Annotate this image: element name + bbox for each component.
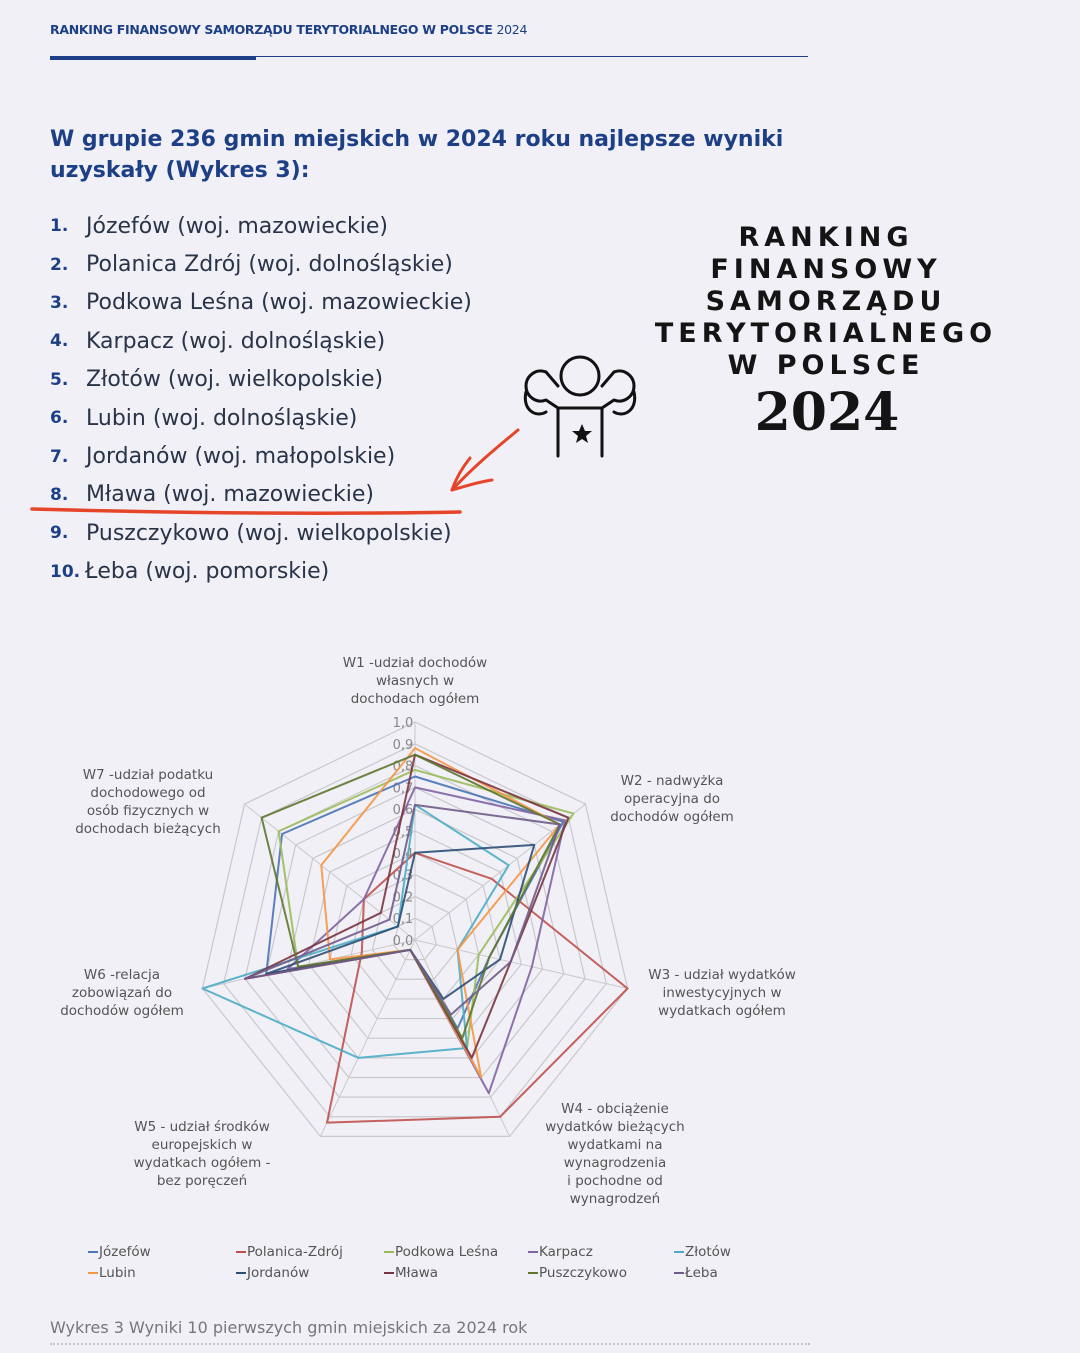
legend-label: Mława bbox=[395, 1265, 439, 1281]
tick-label: 0,1 bbox=[392, 912, 414, 928]
legend-item bbox=[236, 1244, 343, 1260]
rank-text: Polanica Zdrój (woj. dolnośląskie) bbox=[86, 252, 453, 278]
rank-text: Jordanów (woj. małopolskie) bbox=[86, 444, 396, 470]
rank-text: Lubin (woj. dolnośląskie) bbox=[86, 405, 358, 431]
legend-item bbox=[674, 1265, 718, 1281]
legend-label: Polanica-Zdrój bbox=[247, 1244, 343, 1260]
axis-label-w2: W2 - nadwyżka operacyjna do dochodów ogółem bbox=[610, 773, 734, 825]
axis-label-w6: W6 -relacja zobowiązań do dochodów ogółem bbox=[60, 967, 184, 1019]
star-icon bbox=[572, 424, 592, 443]
axis-label-w5: W5 - udział środków europejskich w wydatkach ogółem - bez poręczeń bbox=[133, 1119, 271, 1189]
legend-swatch bbox=[88, 1272, 98, 1274]
legend-label: Lubin bbox=[99, 1265, 136, 1281]
rank-text: Podkowa Leśna (woj. mazowieckie) bbox=[86, 290, 472, 316]
legend-swatch bbox=[236, 1272, 246, 1274]
promo-line: W POLSCE bbox=[727, 350, 925, 381]
hand-drawn-arrow-icon bbox=[452, 430, 518, 490]
series-line-Mława bbox=[245, 755, 568, 1058]
rank-text: Karpacz (woj. dolnośląskie) bbox=[86, 328, 386, 354]
source-line-cut bbox=[50, 1343, 810, 1353]
legend-label: Józefów bbox=[99, 1244, 151, 1260]
promo-line: TERYTORIALNEGO bbox=[654, 318, 998, 349]
report-header-year: 2024 bbox=[496, 22, 528, 37]
legend-swatch bbox=[384, 1251, 394, 1253]
legend-item bbox=[384, 1265, 438, 1281]
tick-label: 0,4 bbox=[392, 846, 414, 862]
rank-text: Józefów (woj. mazowieckie) bbox=[86, 213, 388, 239]
legend-item bbox=[528, 1265, 627, 1281]
intro-heading: W grupie 236 gmin miejskich w 2024 roku najlepsze wyniki uzyskały (Wykres 3): bbox=[50, 127, 784, 183]
tick-label: 0,5 bbox=[392, 825, 414, 840]
legend-swatch bbox=[674, 1272, 684, 1274]
promo-line: FINANSOWY bbox=[710, 254, 942, 285]
highlight-underline bbox=[32, 509, 460, 513]
person-flexing-star-icon bbox=[525, 357, 634, 456]
series-line-Złotów bbox=[202, 805, 508, 1058]
rank-number: 3. bbox=[50, 292, 69, 313]
rank-number: 5. bbox=[50, 369, 69, 390]
chart-caption: Wykres 3 Wyniki 10 pierwszych gmin miejskich za 2024 rok bbox=[50, 1318, 528, 1337]
legend-item bbox=[88, 1265, 136, 1281]
legend-item bbox=[236, 1265, 309, 1281]
legend-item bbox=[674, 1244, 731, 1260]
axis-label-w4: W4 - obciążenie wydatków bieżących wydatkami na wynagrodzenia i pochodne od wynagrodzeń bbox=[545, 1101, 685, 1207]
rank-text: Złotów (woj. wielkopolskie) bbox=[86, 367, 384, 393]
tick-label: 1,0 bbox=[392, 716, 414, 731]
axis-label-w1: W1 -udział dochodów własnych w dochodach ogółem bbox=[342, 655, 488, 707]
tick-label: 0,9 bbox=[392, 737, 414, 753]
report-header-title: RANKING FINANSOWY SAMORZĄDU TERYTORIALNEGO W POLSCE bbox=[50, 22, 493, 37]
rank-number: 10. bbox=[50, 561, 81, 582]
legend-swatch bbox=[528, 1251, 538, 1253]
legend-label: Karpacz bbox=[539, 1244, 593, 1260]
rank-number: 2. bbox=[50, 254, 69, 275]
promo-year: 2024 bbox=[754, 382, 900, 443]
axis-label-w3: W3 - udział wydatków inwestycyjnych w wydatkach ogółem bbox=[648, 967, 796, 1019]
rank-text: Puszczykowo (woj. wielkopolskie) bbox=[86, 520, 452, 546]
rank-number: 7. bbox=[50, 446, 69, 467]
legend-label: Jordanów bbox=[247, 1265, 310, 1281]
axis-label-w7: W7 -udział podatku dochodowego od osób fizycznych w dochodach bieżących bbox=[75, 767, 221, 837]
legend-label: Złotów bbox=[685, 1244, 731, 1260]
tick-label: 0,2 bbox=[392, 890, 414, 906]
rank-text: Mława (woj. mazowieckie) bbox=[86, 482, 374, 508]
legend-swatch bbox=[384, 1272, 394, 1274]
rank-text: Łeba (woj. pomorskie) bbox=[85, 559, 330, 585]
legend-label: Puszczykowo bbox=[539, 1265, 627, 1281]
legend-item bbox=[88, 1244, 151, 1260]
legend-swatch bbox=[528, 1272, 538, 1274]
legend-label: Łeba bbox=[685, 1265, 718, 1281]
series-line-Lubin bbox=[321, 748, 560, 1077]
rank-number: 4. bbox=[50, 331, 69, 352]
rank-number: 8. bbox=[50, 484, 69, 505]
rank-number: 9. bbox=[50, 523, 69, 544]
tick-label: 0,6 bbox=[392, 803, 414, 819]
legend-item bbox=[528, 1244, 593, 1260]
grid-spoke bbox=[415, 940, 628, 989]
rank-number: 1. bbox=[50, 216, 69, 237]
tick-label: 0,0 bbox=[392, 934, 414, 949]
legend-label: Podkowa Leśna bbox=[395, 1244, 499, 1260]
rank-number: 6. bbox=[50, 408, 69, 429]
tick-label: 0,7 bbox=[392, 781, 414, 797]
promo-line: RANKING bbox=[738, 222, 914, 253]
promo-line: SAMORZĄDU bbox=[705, 286, 947, 317]
legend-item bbox=[384, 1244, 498, 1260]
legend-swatch bbox=[236, 1251, 246, 1253]
legend-swatch bbox=[674, 1251, 684, 1253]
legend-swatch bbox=[88, 1251, 98, 1253]
tick-label: 0,8 bbox=[392, 759, 414, 775]
tick-label: 0,3 bbox=[392, 868, 414, 884]
